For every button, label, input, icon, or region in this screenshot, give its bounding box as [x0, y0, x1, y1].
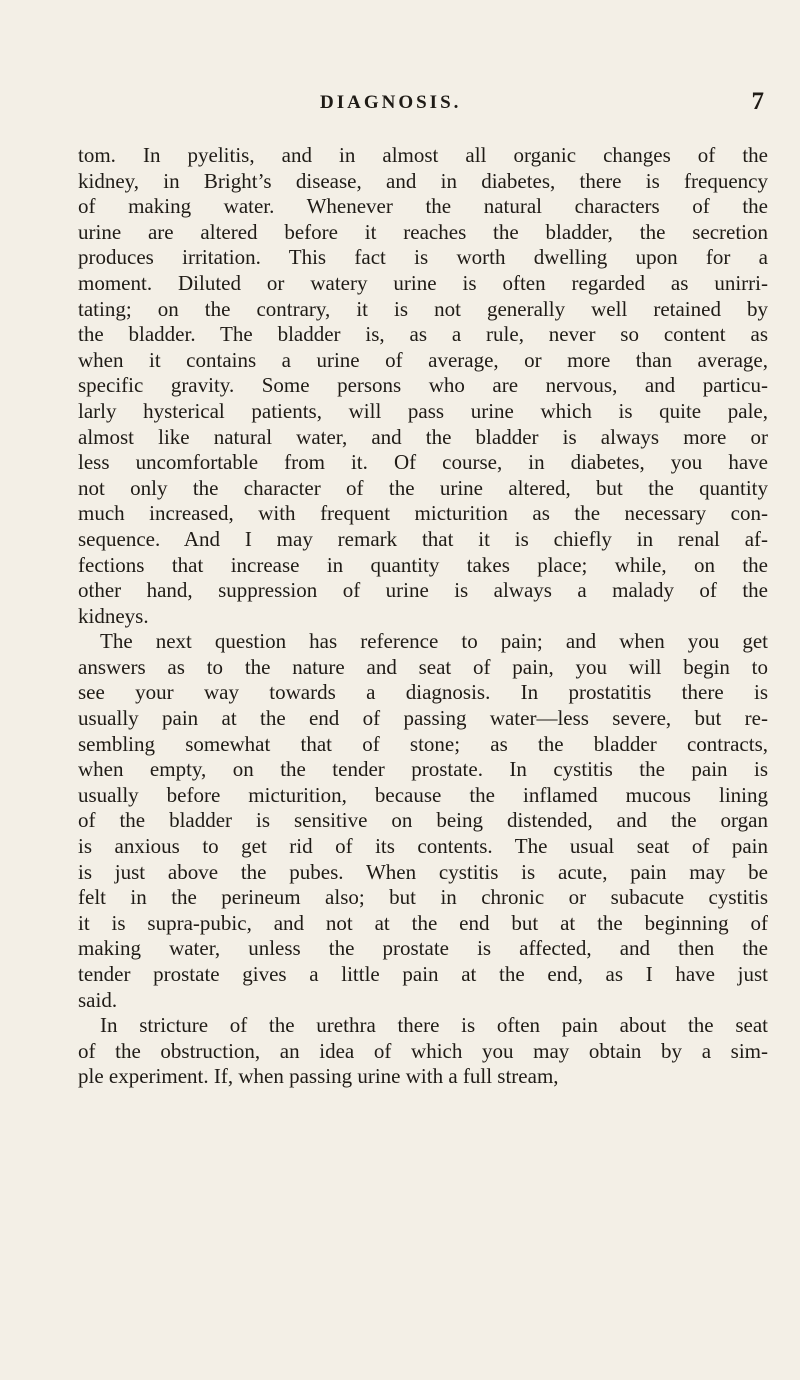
text-line: The next question has reference to pain; and when you get: [100, 629, 768, 654]
text-line: it is supra-pubic, and not at the end but at the beginning of: [78, 910, 768, 935]
page-header: [0, 88, 800, 122]
text-line: the bladder. The bladder is, as a rule, never so content as: [78, 322, 768, 347]
text-line: less uncomfortable from it. Of course, in diabetes, you have: [78, 450, 768, 475]
paragraph: [78, 629, 768, 1013]
text-line: usually pain at the end of passing water—less severe, but re-: [78, 706, 768, 731]
text-line: tom. In pyelitis, and in almost all organic changes of the: [78, 143, 768, 167]
text-line: much increased, with frequent micturition as the necessary con-: [78, 501, 768, 526]
text-line: tender prostate gives a little pain at the end, as I have just: [78, 962, 768, 986]
text-line: not only the character of the urine altered, but the quantity: [78, 475, 768, 500]
text-line: usually before micturition, because the inflamed mucous lining: [78, 782, 768, 807]
text-line: almost like natural water, and the bladder is always more or: [78, 424, 768, 449]
text-line: of making water. Whenever the natural characters of the: [78, 194, 768, 219]
text-line: said.: [78, 987, 118, 1012]
text-line: of the bladder is sensitive on being distended, and the organ: [78, 808, 768, 833]
text-line: see your way towards a diagnosis. In prostatitis there is: [78, 680, 768, 705]
text-line: making water, unless the prostate is affected, and then the: [78, 936, 768, 961]
running-head: DIAGNOSIS.: [320, 92, 462, 113]
text-line: sequence. And I may remark that it is chiefly in renal af-: [78, 526, 768, 551]
paragraph: [78, 143, 768, 629]
text-line: tating; on the contrary, it is not generally well retained by: [78, 296, 768, 321]
text-line: produces irritation. This fact is worth dwelling upon for a: [78, 245, 768, 270]
text-line: answers as to the nature and seat of pain, you will begin to: [78, 654, 768, 679]
body-text: [78, 143, 768, 1090]
text-line: larly hysterical patients, will pass urine which is quite pale,: [78, 398, 768, 423]
text-line: urine are altered before it reaches the bladder, the secretion: [78, 219, 768, 244]
text-line: when empty, on the tender prostate. In cystitis the pain is: [78, 757, 768, 782]
text-line: felt in the perineum also; but in chronic or subacute cystitis: [78, 885, 768, 910]
text-line: kidneys.: [78, 603, 149, 628]
text-line: moment. Diluted or watery urine is often regarded as unirri-: [78, 270, 768, 295]
text-line: specific gravity. Some persons who are nervous, and particu-: [78, 373, 768, 398]
text-line: other hand, suppression of urine is always a malady of the: [78, 578, 768, 603]
paragraph: [78, 1013, 768, 1090]
text-line: is just above the pubes. When cystitis is acute, pain may be: [78, 859, 768, 884]
text-line: ple experiment. If, when passing urine with a full stream,: [78, 1064, 559, 1089]
page-number: 7: [751, 88, 764, 115]
text-line: kidney, in Bright’s disease, and in diabetes, there is frequency: [78, 168, 768, 193]
text-line: is anxious to get rid of its contents. The usual seat of pain: [78, 834, 768, 859]
text-line: fections that increase in quantity takes place; while, on the: [78, 552, 768, 577]
text-line: sembling somewhat that of stone; as the bladder contracts,: [78, 731, 768, 756]
text-line: when it contains a urine of average, or more than average,: [78, 347, 768, 372]
text-line: of the obstruction, an idea of which you may obtain by a sim-: [78, 1038, 768, 1063]
text-line: In stricture of the urethra there is often pain about the seat: [100, 1013, 768, 1038]
